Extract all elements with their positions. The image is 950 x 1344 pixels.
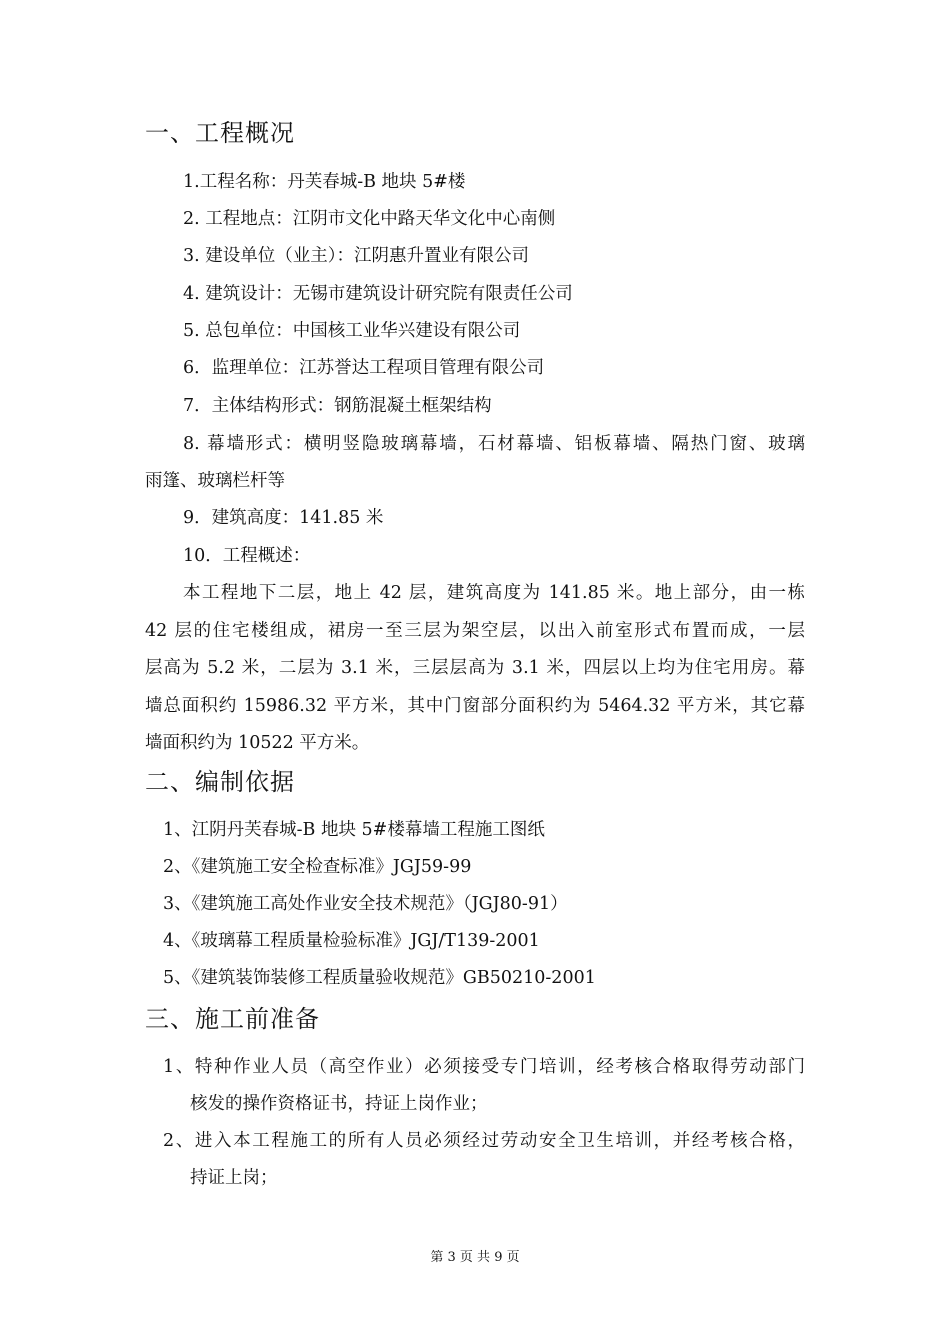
preparation-item-cont: 核发的操作资格证书，持证上岗作业；: [190, 1094, 488, 1114]
overview-item-designer: 4. 建筑设计：无锡市建筑设计研究院有限责任公司: [183, 284, 573, 304]
overview-item-curtain-wall-type: 8. 幕墙形式：横明竖隐玻璃幕墙，石材幕墙、铝板幕墙、隔热门窗、玻璃: [183, 434, 805, 454]
basis-item: 5、《建筑装饰装修工程质量验收规范》GB50210-2001: [163, 968, 596, 988]
overview-paragraph-line: 墙总面积约 15986.32 平方米，其中门窗部分面积约为 5464.32 平方米，其它幕: [145, 696, 805, 716]
section-heading-basis: 二、编制依据: [145, 768, 295, 796]
basis-item: 1、江阴丹芙春城-B 地块 5#楼幕墙工程施工图纸: [163, 820, 545, 840]
overview-item-structure: 7．主体结构形式：钢筋混凝土框架结构: [183, 396, 492, 416]
overview-paragraph-line: 墙面积约为 10522 平方米。: [145, 733, 370, 753]
section-heading-overview: 一、工程概况: [145, 119, 295, 147]
overview-item-summary-label: 10．工程概述：: [183, 546, 311, 566]
preparation-item-cont: 持证上岗；: [190, 1168, 278, 1188]
preparation-item: 1、特种作业人员（高空作业）必须接受专门培训，经考核合格取得劳动部门: [163, 1057, 805, 1077]
overview-item-supervisor: 6．监理单位：江苏誉达工程项目管理有限公司: [183, 358, 545, 378]
preparation-item: 2、进入本工程施工的所有人员必须经过劳动安全卫生培训，并经考核合格，: [163, 1131, 805, 1151]
basis-item: 4、《玻璃幕工程质量检验标准》JGJ/T139-2001: [163, 931, 540, 951]
overview-item-owner: 3. 建设单位（业主）：江阴惠升置业有限公司: [183, 246, 530, 266]
section-heading-preparation: 三、施工前准备: [145, 1005, 320, 1033]
overview-item-project-name: 1.工程名称：丹芙春城-B 地块 5#楼: [183, 172, 466, 192]
basis-item: 2、《建筑施工安全检查标准》JGJ59-99: [163, 857, 472, 877]
overview-paragraph-line: 42 层的住宅楼组成，裙房一至三层为架空层，以出入前室形式布置而成，一层: [145, 621, 805, 641]
overview-item-general-contractor: 5. 总包单位：中国核工业华兴建设有限公司: [183, 321, 521, 341]
page-number-footer: 第 3 页 共 9 页: [430, 1250, 520, 1265]
overview-item-location: 2. 工程地点：江阴市文化中路天华文化中心南侧: [183, 209, 556, 229]
overview-item-curtain-wall-type-cont: 雨篷、玻璃栏杆等: [145, 471, 285, 491]
overview-paragraph-line: 层高为 5.2 米，二层为 3.1 米，三层层高为 3.1 米，四层以上均为住宅用房。幕: [145, 658, 805, 678]
overview-item-height: 9．建筑高度：141.85 米: [183, 508, 384, 528]
basis-item: 3、《建筑施工高处作业安全技术规范》（JGJ80-91）: [163, 894, 568, 914]
overview-paragraph-line: 本工程地下二层，地上 42 层，建筑高度为 141.85 米。地上部分，由一栋: [183, 583, 805, 603]
